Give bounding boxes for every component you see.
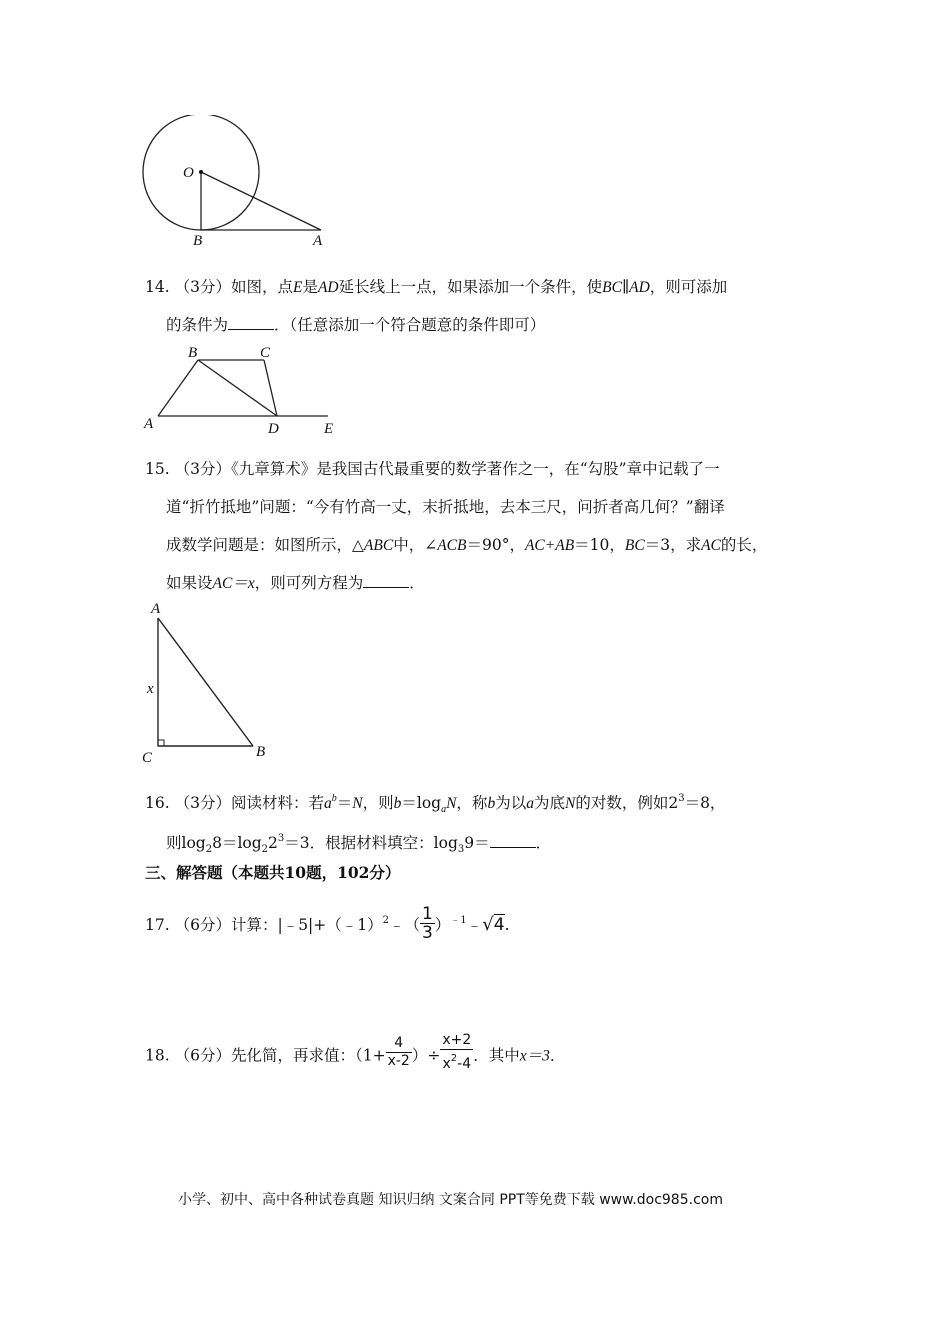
q18-line: 18. （6分）先化简，再求值：（1+ $\frac{4}{x-2}$ ）÷ $\frac{x+2}{x^2-4}$ ．其中x＝3． bbox=[145, 1032, 566, 1072]
q17-number: 17. bbox=[145, 916, 170, 934]
q16-line1: 16. （3分）阅读材料：若$a^b=N$，则$b=\log_aN$，称b为以a为底N的对数，例如$2^3=8$， bbox=[145, 793, 726, 815]
q14-score: （3分） bbox=[174, 278, 231, 296]
segment-bd bbox=[198, 360, 277, 416]
label-a: A bbox=[144, 416, 154, 432]
figure-right-triangle bbox=[138, 598, 278, 768]
section-heading: 三、解答题（本题共10题，102分） bbox=[145, 863, 401, 882]
q15-line3: 成数学问题是：如图所示，△ABC中，∠ACB＝90°，AC+AB＝10，BC＝3，求AC的长， bbox=[166, 536, 768, 554]
label-a: A bbox=[313, 233, 323, 249]
q15-line1: 15. （3分）《九章算术》是我国古代最重要的数学著作之一，在“勾股”章中记载了一 bbox=[145, 460, 720, 478]
segment-oa bbox=[201, 172, 321, 230]
q15-number: 15. bbox=[145, 460, 170, 478]
q16-number: 16. bbox=[145, 794, 170, 812]
fraction-4-over-x-2: $\frac{4}{x-2}$ bbox=[387, 1035, 410, 1069]
sqrt-radicand: 4 bbox=[493, 915, 505, 935]
segment-ab bbox=[158, 360, 198, 416]
label-d: D bbox=[268, 421, 279, 437]
sqrt-symbol: √ bbox=[482, 914, 494, 935]
label-b: B bbox=[193, 233, 203, 249]
answer-blank bbox=[490, 833, 536, 848]
segment-ab bbox=[158, 618, 253, 746]
answer-blank bbox=[363, 573, 409, 588]
q14-number: 14. bbox=[145, 278, 170, 296]
label-o: O bbox=[183, 165, 194, 181]
q16-score: （3分） bbox=[174, 794, 231, 812]
q17-score: （6分） bbox=[174, 916, 231, 934]
right-angle-mark bbox=[158, 740, 164, 746]
q18-score: （6分） bbox=[174, 1046, 231, 1065]
answer-blank bbox=[228, 315, 274, 330]
q15-line4: 如果设AC＝x，则可列方程为 ． bbox=[166, 574, 425, 592]
q14-line2: 的条件为 ．（任意添加一个符合题意的条件即可） bbox=[166, 316, 546, 334]
label-c: C bbox=[260, 345, 271, 361]
label-b: B bbox=[188, 345, 198, 361]
q15-score: （3分） bbox=[174, 460, 231, 478]
fraction-one-third: $\frac{1}{3}$ bbox=[422, 903, 433, 943]
q16-line2: 则$\log_28=\log_22^3=3$．根据材料填空：$\log_39=$ ． bbox=[166, 833, 552, 855]
page-footer: 小学、初中、高中各种试卷真题 知识归纳 文案合同 PPT等免费下载 www.doc985.com bbox=[178, 1192, 723, 1208]
q18-number: 18. bbox=[145, 1046, 170, 1065]
label-a: A bbox=[151, 601, 161, 617]
label-x: x bbox=[147, 681, 154, 697]
q15-line2: 道“折竹抵地”问题：“今有竹高一丈，末折抵地，去本三尺，问折者高几何？”翻译 bbox=[166, 498, 725, 516]
q14-line1: 14. （3分）如图，点E是AD延长线上一点，如果添加一个条件，使BC∥AD，则可添加 bbox=[145, 278, 728, 296]
q17-line: 17. （6分）计算：|﹣5|+（﹣1）$^2$﹣（ $\frac{1}{3}$ ）$^{﹣1}$﹣√4. bbox=[145, 903, 510, 943]
label-e: E bbox=[324, 421, 334, 437]
label-c: C bbox=[142, 750, 153, 766]
fraction-x2-over-x2-4: $\frac{x+2}{x^2-4}$ bbox=[442, 1032, 472, 1072]
figure-trapezoid bbox=[140, 340, 350, 440]
figure-circle-tangent bbox=[135, 115, 335, 250]
label-b: B bbox=[256, 744, 266, 760]
